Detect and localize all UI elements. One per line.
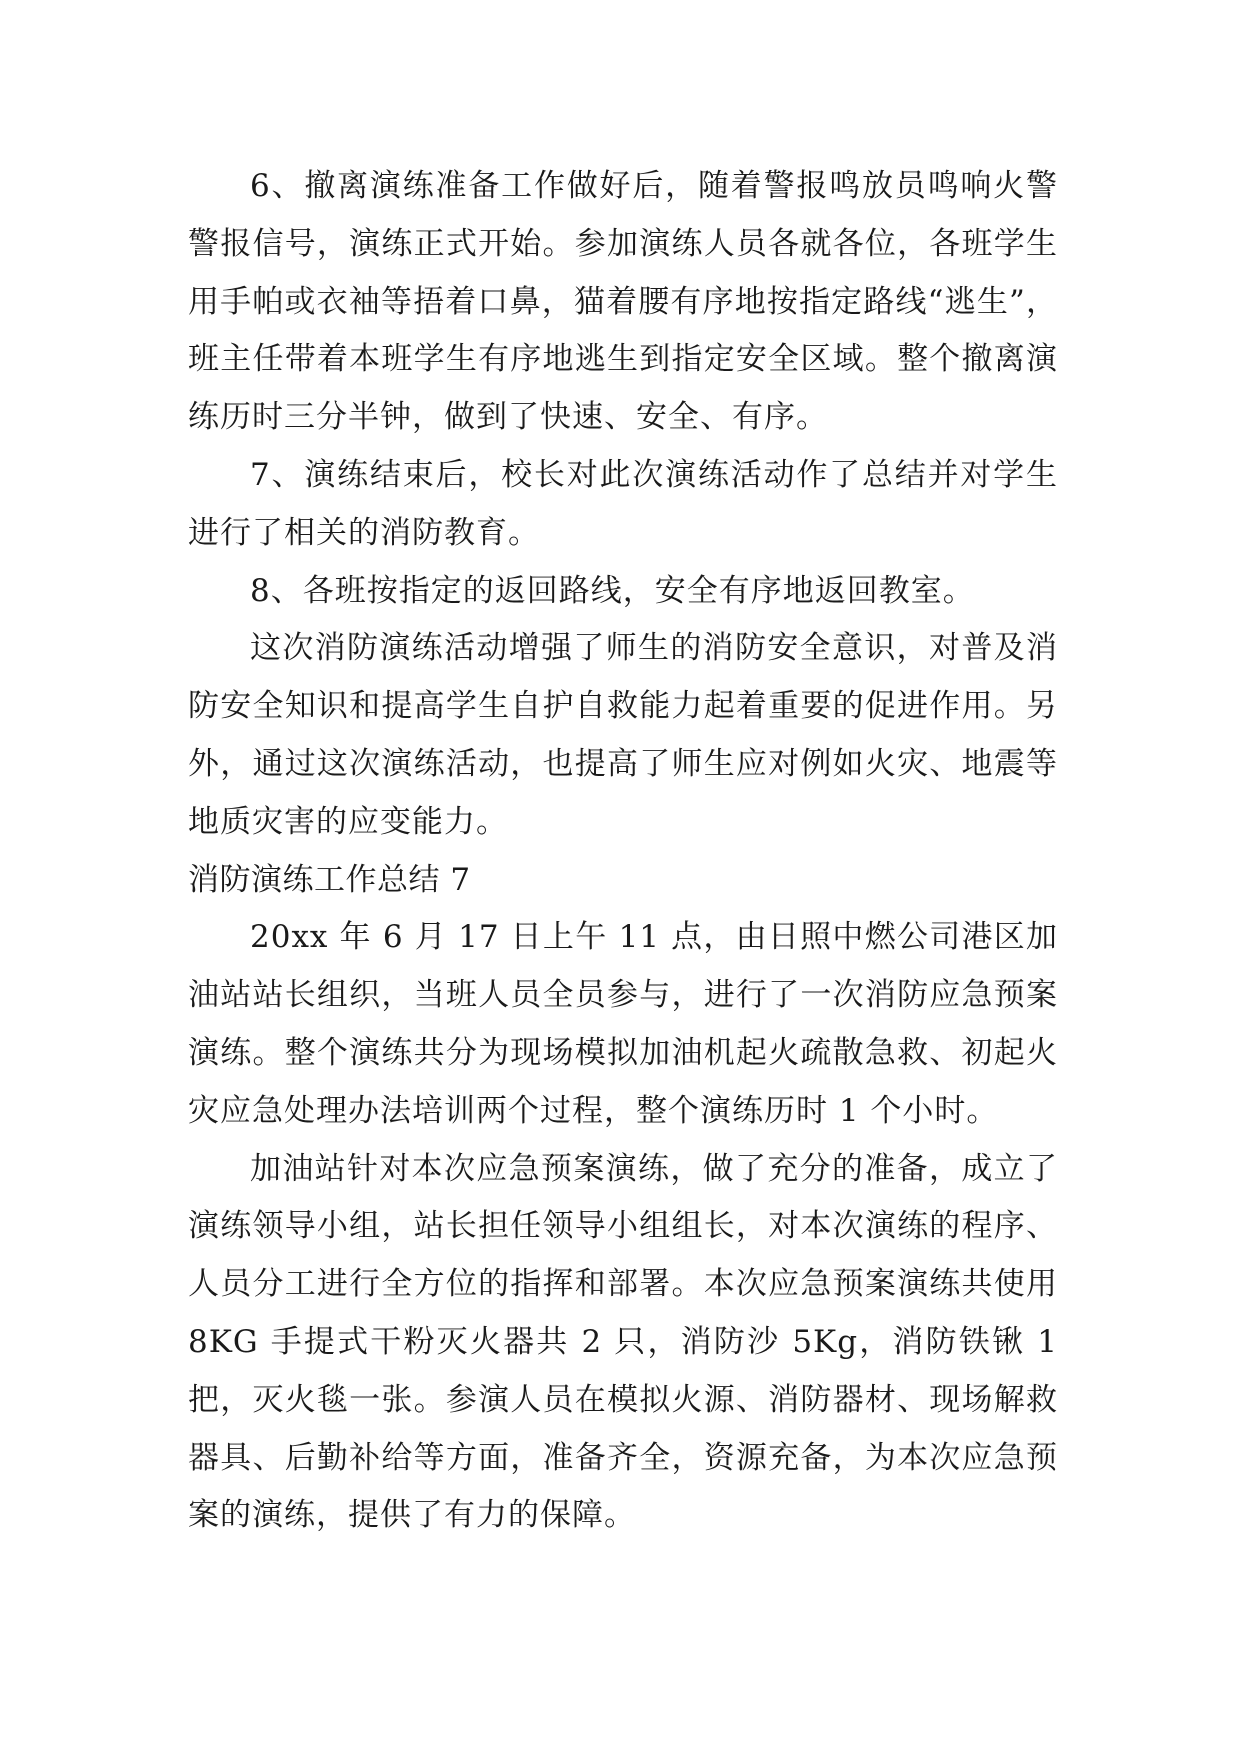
paragraph-drill-summary: 7、演练结束后，校长对此次演练活动作了总结并对学生进行了相关的消防教育。 [188,456,1058,551]
paragraph-evacuation-start: 6、撤离演练准备工作做好后，随着警报鸣放员鸣响火警警报信号，演练正式开始。参加演练人员各就各位，各班学生用手帕或衣袖等捂着口鼻，猫着腰有序地按指定路线“逃生”，班主任带着本班学生有序地逃生到指定安全区域。整个撤离演练历时三分半钟，做到了快速、安全、有序。 [188,168,1058,436]
document-body [188,158,1058,1545]
paragraph-conclusion: 这次消防演练活动增强了师生的消防安全意识，对普及消防安全知识和提高学生自护自救能力起着重要的促进作用。另外，通过这次演练活动，也提高了师生应对例如火灾、地震等地质灾害的应变能力。 [188,630,1058,840]
section-heading: 消防演练工作总结 7 [188,861,471,898]
paragraph-return-classroom: 8、各班按指定的返回路线，安全有序地返回教室。 [250,572,975,609]
paragraph-preparation: 加油站针对本次应急预案演练，做了充分的准备，成立了演练领导小组，站长担任领导小组组长，对本次演练的程序、人员分工进行全方位的指挥和部署。本次应急预案演练共使用 8KG 手提式干粉灭火器共 2 只，消防沙 5Kg，消防铁锹 1 把，灭火毯一张。参演人员在模拟火源、消防器材、现场解救器具、后勤补给等方面，准备齐全，资源充备，为本次应急预案的演练，提供了有力的保障。 [188,1150,1058,1534]
paragraph-gas-station-drill: 20xx 年 6 月 17 日上午 11 点，由日照中燃公司港区加油站站长组织，当班人员全员参与，进行了一次消防应急预案演练。整个演练共分为现场模拟加油机起火疏散急救、初起火灾应急处理办法培训两个过程，整个演练历时 1 个小时。 [188,919,1058,1129]
